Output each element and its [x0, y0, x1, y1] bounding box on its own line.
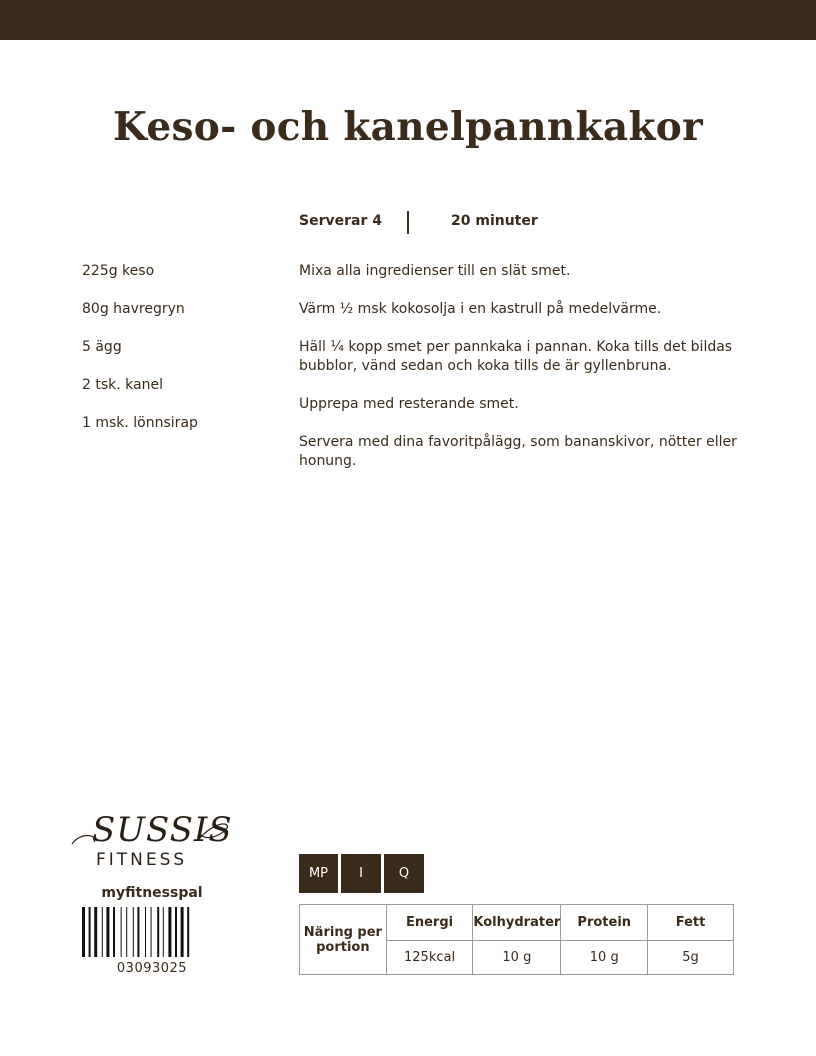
nutrition-value: 10 g [473, 941, 561, 975]
nutrition-row-label: Näring per portion [300, 905, 387, 975]
ingredient-item: 80g havregryn [82, 301, 185, 317]
nutrition-header: Energi [386, 905, 473, 941]
ingredient-item: 5 ägg [82, 339, 122, 355]
nutrition-header: Protein [561, 905, 648, 941]
instruction-step: Mixa alla ingredienser till en slät smet. [299, 263, 571, 279]
recipe-title: Keso- och kanelpannkakor [113, 104, 703, 150]
barcode-number: 03093025 [116, 961, 188, 976]
barcode-bar [102, 907, 103, 957]
ingredient-list [82, 262, 272, 452]
tab-bar [299, 854, 424, 893]
ingredient-item: 2 tsk. kanel [82, 377, 163, 393]
barcode-bar [113, 907, 115, 957]
barcode-bar [82, 907, 85, 957]
barcode-bar [145, 907, 146, 957]
barcode-bar [168, 907, 171, 957]
nutrition-table [299, 904, 734, 975]
app-name: myfitnesspal [101, 885, 203, 901]
servings: Serverar 4 [299, 213, 382, 229]
nutrition-header: Fett [648, 905, 734, 941]
tab-i[interactable]: I [341, 854, 381, 893]
instruction-step: Upprepa med resterande smet. [299, 396, 519, 412]
nutrition-value: 125kcal [386, 941, 473, 975]
barcode-bar [175, 907, 177, 957]
top-bar [0, 0, 816, 40]
barcode-bar [157, 907, 159, 957]
meta-divider [407, 211, 409, 234]
logo-script-text: SUSSIS [92, 810, 233, 850]
barcode-bar [89, 907, 91, 957]
ingredient-item: 225g keso [82, 263, 155, 279]
barcode-bar [151, 907, 152, 957]
instruction-list [299, 262, 739, 490]
barcode [82, 907, 222, 957]
tab-mp[interactable]: MP [299, 854, 338, 893]
brand-logo [70, 810, 235, 880]
nutrition-value: 10 g [561, 941, 648, 975]
instruction-step: Häll ¼ kopp smet per pannkaka i pannan. Koka tills det bildas bubblor, vänd sedan och koka tills de är gyllenbruna. [299, 339, 733, 374]
prep-time: 20 minuter [451, 213, 538, 229]
barcode-bar [137, 907, 139, 957]
barcode-bar [126, 907, 127, 957]
barcode-bar [106, 907, 109, 957]
barcode-bar [121, 907, 122, 957]
barcode-bar [94, 907, 97, 957]
logo-sub-text: FITNESS [96, 850, 188, 870]
barcode-bar [163, 907, 164, 957]
ingredient-item: 1 msk. lönnsirap [82, 415, 198, 431]
barcode-bar [187, 907, 189, 957]
nutrition-value: 5g [648, 941, 734, 975]
tab-q[interactable]: Q [384, 854, 424, 893]
barcode-bar [133, 907, 134, 957]
instruction-step: Värm ½ msk kokosolja i en kastrull på medelvärme. [299, 301, 662, 317]
nutrition-header: Kolhydrater [473, 905, 561, 941]
instruction-step: Servera med dina favoritpålägg, som bananskivor, nötter eller honung. [299, 434, 737, 469]
barcode-bar [181, 907, 184, 957]
